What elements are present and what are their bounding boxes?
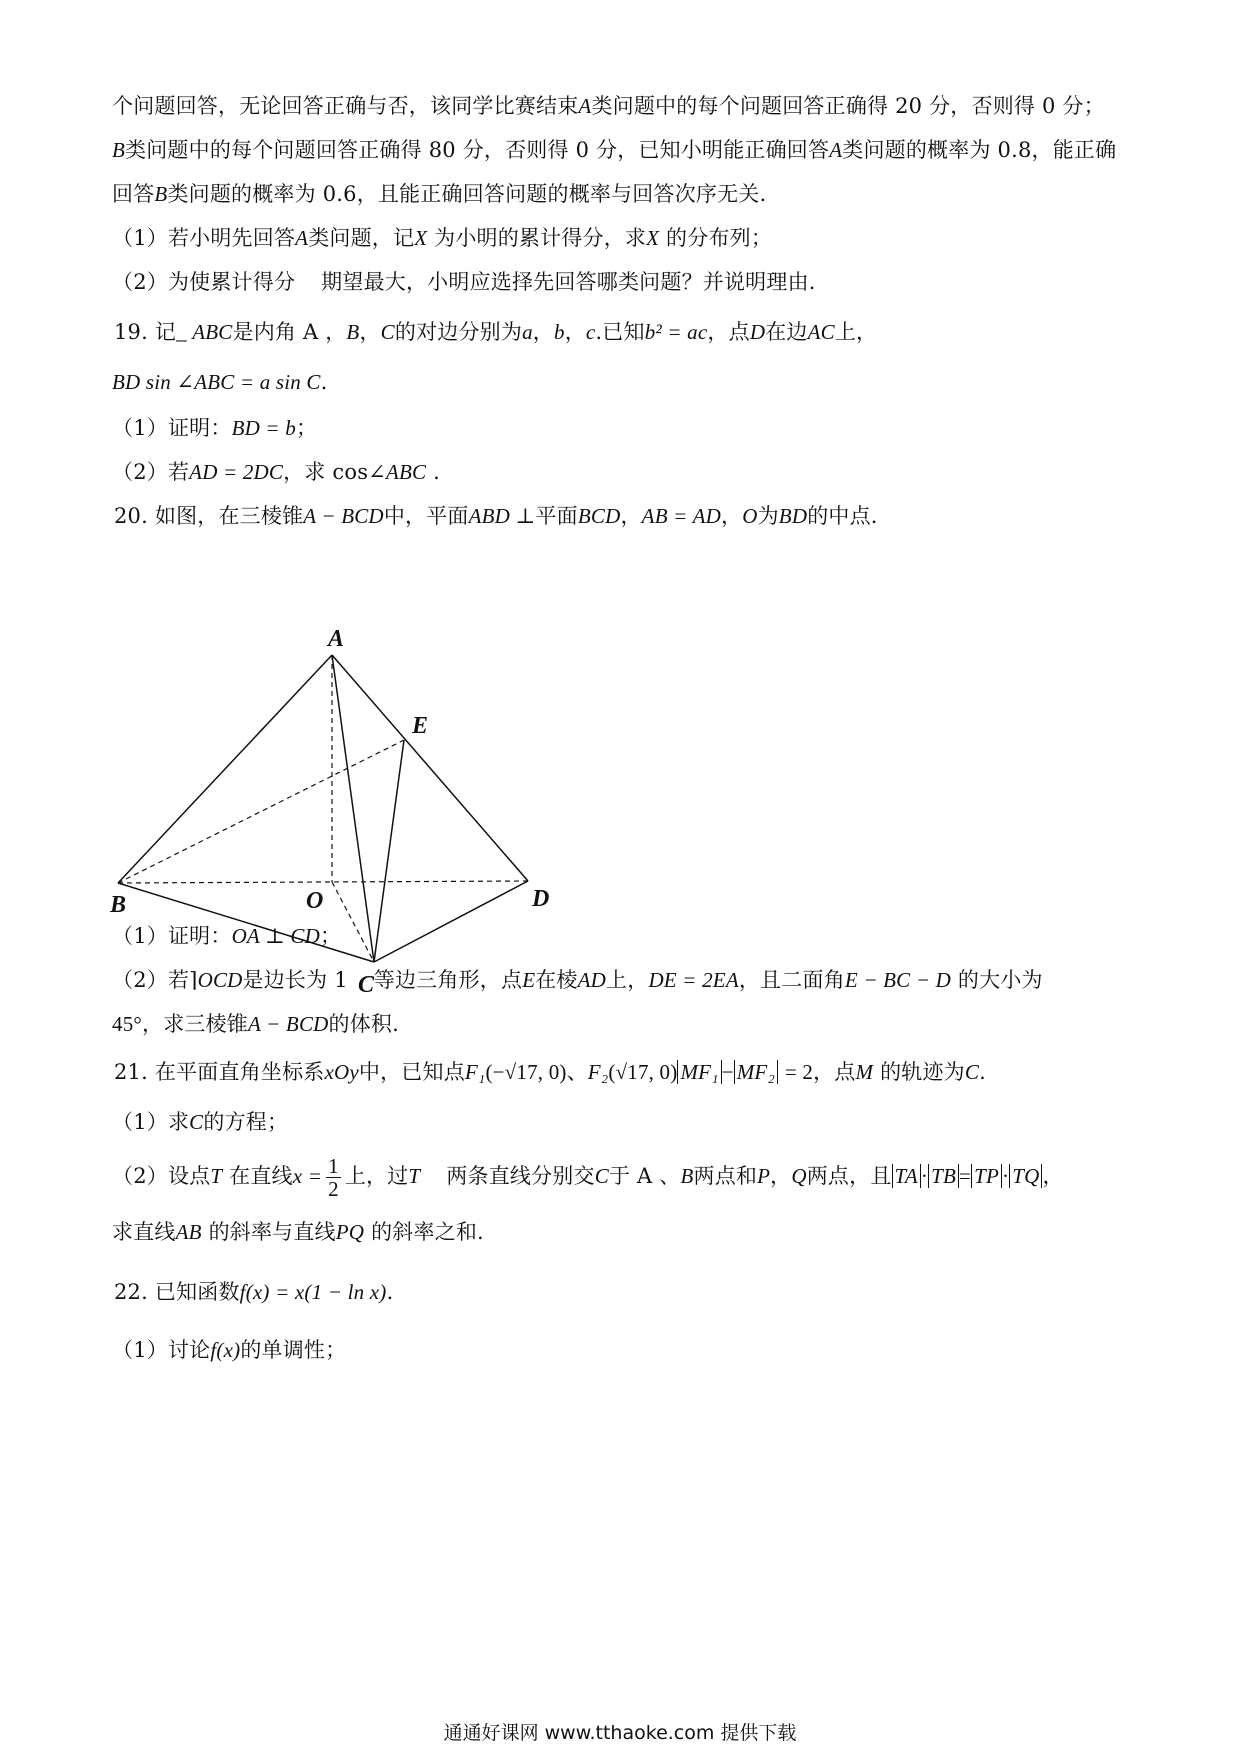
page-footer: 通通好课网 www.tthaoke.com 提供下载 — [443, 1722, 797, 1744]
p20-stem: 20. 如图，在三棱锥A − BCD中，平面ABD ⊥平面BCD，AB = AD，O为BD的中点. — [114, 504, 878, 528]
p21-stem: 21. 在平面直角坐标系xOy中，已知点F₁(−√17, 0)、F₂(√17, 0) MF₁ − MF₂ = 2，点M 的轨迹为C. — [114, 1060, 986, 1084]
edge-ac — [332, 655, 374, 962]
label-o: O — [306, 888, 324, 914]
edge-bd-dashed — [118, 881, 528, 883]
p22-q1: （1）讨论f(x)的单调性； — [112, 1338, 347, 1362]
fraction-one-half: $\frac{1}{2}$ — [328, 1154, 339, 1201]
label-c: C — [358, 972, 375, 998]
p18-line3: 回答B类问题的概率为 0.6，且能正确回答问题的概率与回答次序无关. — [112, 182, 767, 206]
p18-q1: （1）若小明先回答A类问题，记X 为小明的累计得分，求X 的分布列； — [112, 226, 773, 250]
label-b: B — [110, 892, 127, 918]
p21-q1: （1）求C的方程； — [112, 1110, 289, 1134]
p19-q2: （2）若AD = 2DC，求 cos∠ABC . — [112, 460, 441, 484]
p19-stem: 19. 记_ ABC是内角 A ，B，C的对边分别为a，b，c.已知b² = ac，点D在边AC上， — [114, 320, 878, 344]
p19-q1: （1）证明：BD = b； — [112, 416, 318, 440]
p20-q1: （1）证明：OA ⊥ CD； — [112, 924, 342, 948]
p20-q2: （2）若⌉OCD是边长为 1 等边三角形，点E在棱AD上，DE = 2EA，且二面角E − BC − D 的大小为 — [112, 968, 1043, 992]
edge-ad — [332, 655, 528, 881]
p19-stem-eq: BD sin ∠ABC = a sin C. — [112, 370, 328, 394]
p21-q2-line2: 求直线AB 的斜率与直线PQ 的斜率之和. — [112, 1220, 484, 1244]
label-a: A — [328, 626, 345, 652]
edge-cd — [374, 881, 528, 962]
p20-q2-line2: 45°，求三棱锥A − BCD的体积. — [112, 1012, 400, 1036]
p21-q2: （2）设点T 在直线x = $\frac{1}{2}$ 上，过T 两条直线分别交C于 A 、B两点和P，Q两点，且 TA · TB = TP · TQ ， — [112, 1154, 1064, 1201]
p18-line1: 个问题回答，无论回答正确与否，该同学比赛结束A类问题中的每个问题回答正确得 20 分，否则得 0 分； — [112, 94, 1105, 118]
label-e: E — [412, 713, 429, 739]
label-d: D — [532, 886, 550, 912]
p22-stem: 22. 已知函数f(x) = x(1 − ln x). — [114, 1280, 394, 1304]
p18-line2: B类问题中的每个问题回答正确得 80 分，否则得 0 分，已知小明能正确回答A类问题的概率为 0.8，能正确 — [112, 138, 1117, 162]
edge-ab — [118, 655, 332, 883]
p18-q2: （2）为使累计得分 期望最大，小明应选择先回答哪类问题？并说明理由. — [112, 270, 816, 294]
edge-ec — [374, 740, 404, 962]
edge-be-dashed — [118, 740, 404, 883]
